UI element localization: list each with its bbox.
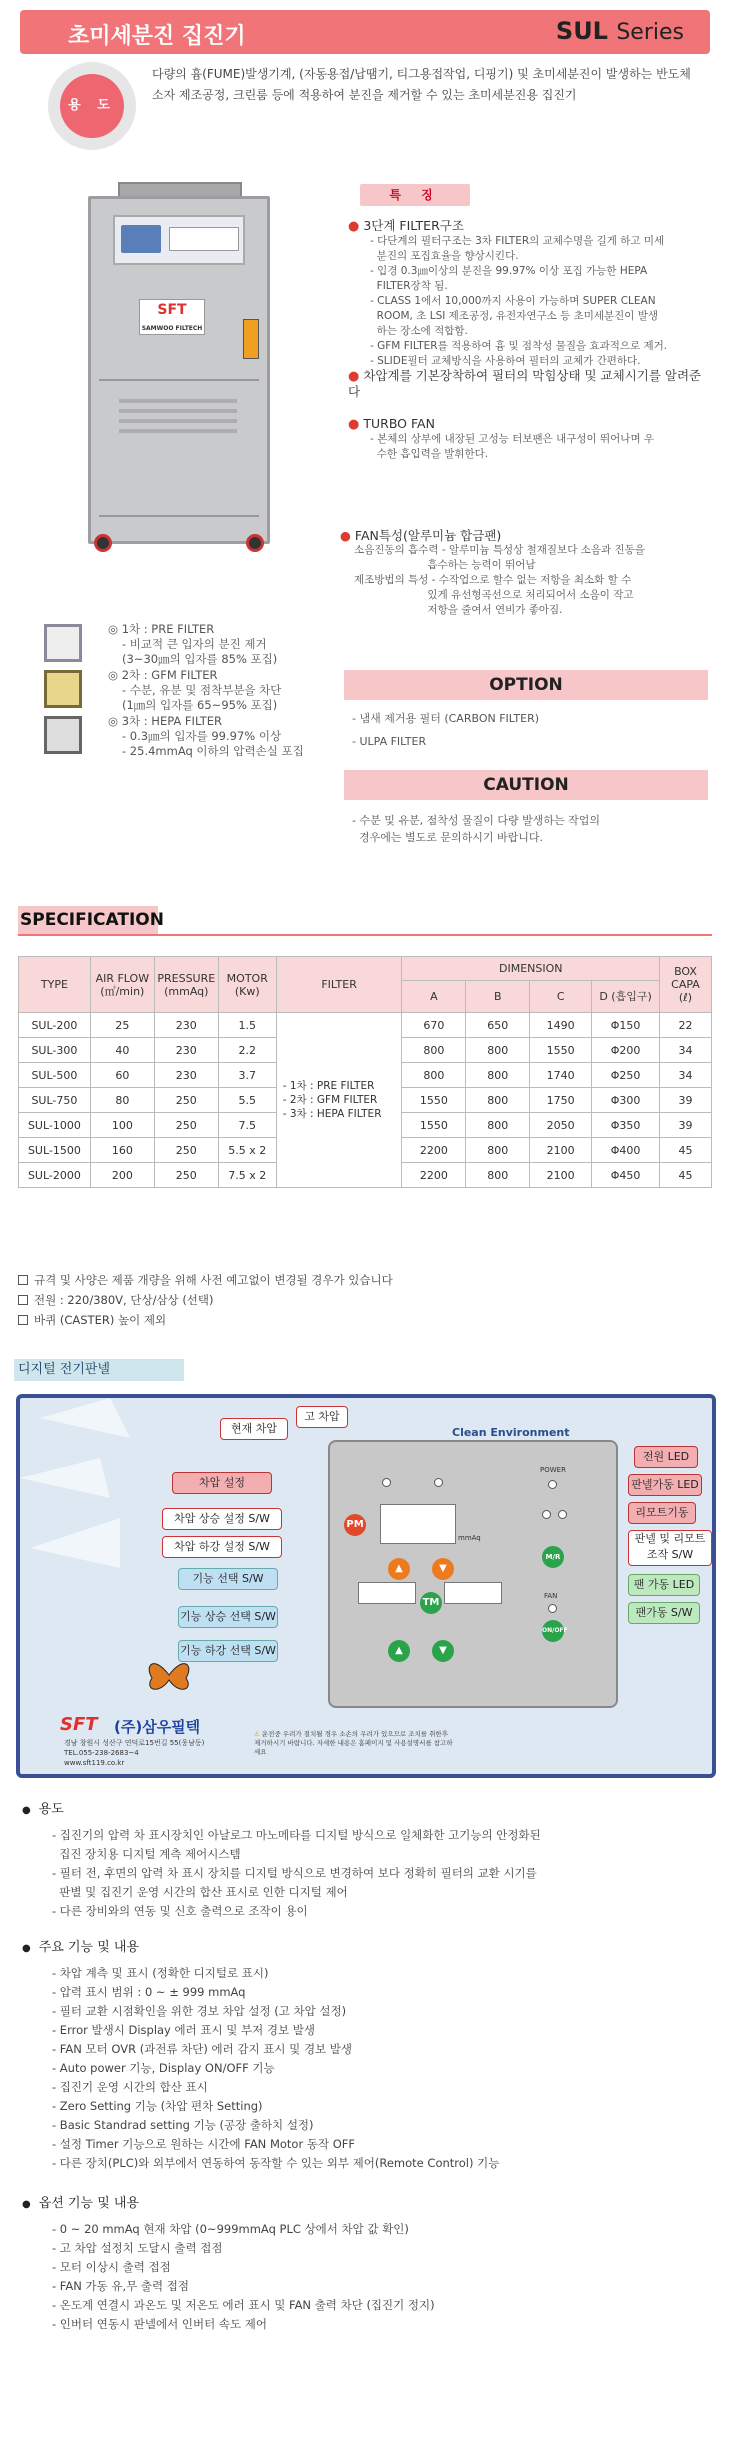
section-item: - 고 차압 설정치 도달시 출력 접점 <box>52 2241 223 2255</box>
bullet-icon: ● <box>22 1943 31 1954</box>
spec-cell: 45 <box>660 1163 712 1188</box>
high-pressure-led <box>434 1478 443 1487</box>
option-item: - 냄새 제거용 필터 (CARBON FILTER) <box>352 712 540 725</box>
address-line: www.sft119.co.kr <box>64 1759 125 1767</box>
spec-cell: 34 <box>660 1038 712 1063</box>
section-item: 집진 장치용 디지털 계측 제어시스템 <box>52 1847 241 1861</box>
filter-image <box>44 624 82 662</box>
th-airflow: AIR FLOW (㎥/min) <box>90 957 154 1013</box>
th-box: BOX CAPA (ℓ) <box>660 957 712 1013</box>
bullet-icon: ● <box>348 369 360 384</box>
company-logo: SFT <box>60 1714 98 1735</box>
option-list <box>352 710 712 756</box>
section-title: 옵션 기능 및 내용 <box>38 2196 140 2211</box>
section-item: - 인버터 연동시 판넬에서 인버터 속도 제어 <box>52 2317 267 2331</box>
feature-line: - 다단계의 필터구조는 3차 FILTER의 교체수명을 길게 하고 미세 <box>370 235 665 247</box>
section-item: - 집진기의 압력 차 표시장치인 아날로그 마노메타를 디지털 방식으로 일체화한 고기능의 안정화된 <box>52 1828 541 1842</box>
spec-cell: 39 <box>660 1088 712 1113</box>
spec-cell: 100 <box>90 1113 154 1138</box>
warning-body: 운전중 우려가 절치될 경우 소손의 우려가 있으므로 조치를 취한후 제거하시기 바랍니다. 자세한 내용은 홈페이지 및 사용설명서를 참고하세요 <box>254 1730 453 1756</box>
caution-line: 경우에는 별도로 문의하시기 바랍니다. <box>352 831 543 844</box>
bullet-icon: ● <box>348 219 360 234</box>
clean-env-label: Clean Environment <box>452 1426 570 1439</box>
fan-line: 제조방법의 특성 - 수작업으로 할수 없는 저항을 최소화 할 수 <box>354 574 632 586</box>
section-item: - 차압 계측 및 표시 (정확한 디지털로 표시) <box>52 1966 269 1980</box>
option-title: OPTION <box>344 670 708 700</box>
spec-cell: Φ200 <box>592 1038 660 1063</box>
fan-line: 소음진동의 흡수력 - 알루미늄 특성상 철재질보다 소음과 진동을 <box>354 544 645 556</box>
pv-led <box>382 1478 391 1487</box>
spec-cell: SUL-200 <box>19 1013 91 1038</box>
bullet-icon: ● <box>340 528 351 543</box>
spec-table <box>18 956 712 1188</box>
feature-line: FILTER장착 됨. <box>370 280 448 292</box>
usage-text: 다량의 흄(FUME)발생기계, (자동용접/납땜기, 티그용접작업, 디핑기) 및 초미세분진이 발생하는 반도체 소자 제조공정, 크린룸 등에 적용하여 분진을 제거할 수 있는 초미세분진용 집진기 <box>152 67 691 102</box>
spec-cell: SUL-300 <box>19 1038 91 1063</box>
section-item: - 압력 표시 범위 : 0 ~ ± 999 mmAq <box>52 1985 246 1999</box>
usage-badge-label: 용 도 <box>60 74 124 138</box>
filter-stage <box>44 622 344 668</box>
digital-panel-title: 디지털 전기판넬 <box>14 1359 184 1381</box>
filter-text <box>108 714 304 759</box>
spec-cell: 39 <box>660 1113 712 1138</box>
fan-line: 저항을 줄여서 연비가 좋아짐. <box>354 604 563 616</box>
panel-led <box>542 1510 551 1519</box>
checkbox-icon <box>18 1315 28 1325</box>
series-name: SUL <box>555 17 608 45</box>
section-title: 주요 기능 및 내용 <box>38 1940 140 1955</box>
spec-cell: 5.5 <box>218 1088 276 1113</box>
spec-cell: 3.7 <box>218 1063 276 1088</box>
spec-cell: 2100 <box>530 1163 592 1188</box>
caster-wheel <box>246 534 264 552</box>
feature-line: - CLASS 1에서 10,000까지 사용이 가능하며 SUPER CLEAN <box>370 295 656 307</box>
header-bar <box>20 10 710 54</box>
spec-cell: 2050 <box>530 1113 592 1138</box>
th-b: B <box>466 981 530 1013</box>
right-callout: 전원 LED <box>634 1446 698 1468</box>
checkbox-icon <box>18 1295 28 1305</box>
section-item: - Auto power 기능, Display ON/OFF 기능 <box>52 2061 275 2075</box>
section-item: - 다른 장비와의 연동 및 신호 출력으로 조작이 용이 <box>52 1904 308 1918</box>
spec-cell: 250 <box>154 1163 218 1188</box>
spec-cell: 800 <box>466 1138 530 1163</box>
spec-cell: SUL-750 <box>19 1088 91 1113</box>
controller-face <box>328 1440 618 1708</box>
th-c: C <box>530 981 592 1013</box>
th-filter: FILTER <box>276 957 402 1013</box>
th-type: TYPE <box>19 957 91 1013</box>
feature-heading-text: 차압계를 기본장착하여 필터의 막힘상태 및 교체시기를 알려준다 <box>348 368 702 399</box>
feature-line: 수한 흡입력을 발휘한다. <box>370 448 489 460</box>
feature-line: ROOM, 초 LSI 제조공정, 유전자연구소 등 초미세분진이 발생 <box>370 310 659 322</box>
up-button-1[interactable]: ▲ <box>388 1558 410 1580</box>
section-item: - 필터 전, 후면의 압력 차 표시 장치를 디지털 방식으로 변경하여 보다 정확히 필터의 교환 시기를 <box>52 1866 537 1880</box>
feature-heading <box>348 416 708 432</box>
pv-display <box>380 1504 456 1544</box>
spec-cell: Φ300 <box>592 1088 660 1113</box>
feature-line: - 본체의 상부에 내장된 고성능 터보팬은 내구성이 뛰어나며 우 <box>370 433 655 445</box>
spec-cell: SUL-500 <box>19 1063 91 1088</box>
left-callout: 차압 상승 설정 S/W <box>162 1508 282 1530</box>
fan-line: 흡수하는 능력이 뛰어남 <box>354 559 536 571</box>
left-callout: 기능 하강 선택 S/W <box>178 1640 278 1662</box>
spec-cell: 1550 <box>402 1113 466 1138</box>
feature-line: - 입경 0.3㎛이상의 분진을 99.97% 이상 포집 가능한 HEPA <box>370 265 648 277</box>
digital-panel-diagram <box>16 1394 716 1778</box>
spec-cell: 22 <box>660 1013 712 1038</box>
spec-cell: SUL-1500 <box>19 1138 91 1163</box>
section-item: - FAN 가동 유,무 출력 접점 <box>52 2279 189 2293</box>
section-title: 용도 <box>38 1802 64 1817</box>
spec-cell: 34 <box>660 1063 712 1088</box>
spec-cell: 1550 <box>402 1088 466 1113</box>
spec-cell: 1550 <box>530 1038 592 1063</box>
spec-note-text: 바퀴 (CASTER) 높이 제외 <box>34 1313 167 1327</box>
page-title: 초미세분진 집진기 <box>68 24 246 49</box>
spec-note-text: 전원 : 220/380V, 단상/삼상 (선택) <box>34 1293 214 1307</box>
spec-cell: 670 <box>402 1013 466 1038</box>
left-callout: 차압 하강 설정 S/W <box>162 1536 282 1558</box>
fan-label: FAN <box>544 1592 558 1600</box>
th-d: D (흡입구) <box>592 981 660 1013</box>
bullet-icon: ● <box>22 1805 31 1816</box>
right-callout: 팬가동 S/W <box>628 1602 700 1624</box>
usage-badge <box>48 62 136 150</box>
filter-image <box>44 670 82 708</box>
spec-cell: 40 <box>90 1038 154 1063</box>
spec-cell: 800 <box>466 1038 530 1063</box>
spec-cell: 250 <box>154 1138 218 1163</box>
filter-line: - 비교적 큰 입자의 분진 제거 <box>122 637 267 651</box>
spec-note <box>18 1270 393 1290</box>
feature-heading <box>348 218 708 234</box>
spec-cell: SUL-1000 <box>19 1113 91 1138</box>
feature-line: 하는 장소에 적합함. <box>370 325 468 337</box>
bullet-icon: ● <box>22 2199 31 2210</box>
section-heading <box>22 1800 722 1820</box>
th-motor: MOTOR (Kw) <box>218 957 276 1013</box>
section-item: - 다른 장치(PLC)와 외부에서 연동하여 동작할 수 있는 외부 제어(Remote Control) 기능 <box>52 2156 500 2170</box>
company-address <box>64 1738 204 1768</box>
filter-line: (1㎛의 입자를 65~95% 포집) <box>122 698 278 712</box>
spec-note-text: 규격 및 사양은 제품 개량을 위해 사전 예고없이 변경될 경우가 있습니다 <box>34 1273 393 1287</box>
section-item: - 0 ~ 20 mmAq 현재 차압 (0~999mmAq PLC 상에서 차압 값 확인) <box>52 2222 409 2236</box>
spec-divider <box>18 934 712 936</box>
spec-cell: 2100 <box>530 1138 592 1163</box>
filter-image <box>44 716 82 754</box>
section-item: - 모터 이상시 출력 접점 <box>52 2260 171 2274</box>
section-item: - Zero Setting 기능 (차압 편차 Setting) <box>52 2099 263 2113</box>
filter-stage <box>44 714 344 760</box>
option-item: - ULPA FILTER <box>352 735 427 748</box>
spec-cell: 1490 <box>530 1013 592 1038</box>
spec-cell: 1.5 <box>218 1013 276 1038</box>
spec-cell: 800 <box>466 1113 530 1138</box>
filter-line: (3~30㎛의 입자를 85% 포집) <box>122 652 278 666</box>
filter-line: - 수분, 유분 및 점착부분을 차단 <box>122 683 282 697</box>
section-item: - Error 발생시 Display 에러 표시 및 부저 경보 발생 <box>52 2023 315 2037</box>
dust-collector-image <box>88 196 270 544</box>
left-callout: 기능 상승 선택 S/W <box>178 1606 278 1628</box>
feature-block <box>348 364 708 399</box>
series-suffix: Series <box>616 20 684 45</box>
section-item: - FAN 모터 OVR (과전류 차단) 에러 감지 표시 및 경보 발생 <box>52 2042 353 2056</box>
feature-line: - GFM FILTER를 적용하여 흄 및 점착성 물질을 효과적으로 제거. <box>370 340 668 352</box>
fan-line: 있게 유선형곡선으로 처리되어서 소음이 작고 <box>354 589 634 601</box>
section-block <box>22 1938 722 2173</box>
filter-name: ◎ 1차 : PRE FILTER <box>108 622 215 636</box>
section-item: - 설정 Timer 기능으로 원하는 시간에 FAN Motor 동작 OFF <box>52 2137 355 2151</box>
features-title: 특 징 <box>360 184 470 206</box>
machine-logo <box>139 299 205 335</box>
spec-cell: 160 <box>90 1138 154 1163</box>
spec-notes <box>18 1270 393 1330</box>
table-row <box>19 1013 712 1038</box>
spec-cell: 2200 <box>402 1163 466 1188</box>
spec-cell: 800 <box>466 1088 530 1113</box>
fan-characteristics <box>340 528 710 618</box>
mr-button[interactable]: M/R <box>542 1546 564 1568</box>
checkbox-icon <box>18 1275 28 1285</box>
spec-cell: 7.5 <box>218 1113 276 1138</box>
machine-panel <box>113 215 245 265</box>
spec-cell: Φ400 <box>592 1138 660 1163</box>
left-callout: 차압 설정 <box>172 1472 272 1494</box>
filter-name: ◎ 3차 : HEPA FILTER <box>108 714 223 728</box>
caution-line: - 수분 및 유분, 점착성 물질이 다량 발생하는 작업의 <box>352 814 600 827</box>
company-name: (주)삼우필텍 <box>114 1718 201 1736</box>
spec-note <box>18 1290 393 1310</box>
spec-cell: 1750 <box>530 1088 592 1113</box>
top-callout: 고 차압 <box>296 1406 348 1428</box>
spec-cell: 230 <box>154 1063 218 1088</box>
section-heading <box>22 1938 722 1958</box>
series-label <box>556 17 684 45</box>
fan-heading-text: FAN특성(알루미늄 합금팬) <box>354 528 502 543</box>
th-pressure: PRESSURE (mmAq) <box>154 957 218 1013</box>
pm-button[interactable]: PM <box>344 1514 366 1536</box>
spec-cell: 800 <box>402 1063 466 1088</box>
tm-button[interactable]: TM <box>420 1592 442 1614</box>
spec-cell: 45 <box>660 1138 712 1163</box>
caster-wheel <box>94 534 112 552</box>
spec-cell: 25 <box>90 1013 154 1038</box>
feature-block <box>348 214 708 369</box>
spec-cell: 5.5 x 2 <box>218 1138 276 1163</box>
machine-model: SAMWOO FILTECH <box>141 325 203 332</box>
spec-cell: 230 <box>154 1013 218 1038</box>
spec-table-wrap <box>18 956 712 1188</box>
address-line: TEL.055-238-2683~4 <box>64 1749 139 1757</box>
machine-brand: SFT <box>157 302 187 318</box>
spec-note <box>18 1310 393 1330</box>
spec-cell: Φ450 <box>592 1163 660 1188</box>
right-callout: 팬 가동 LED <box>628 1574 700 1596</box>
unit-label: mmAq <box>458 1534 481 1542</box>
fan-heading <box>340 528 710 543</box>
address-line: 경남 창원시 성산구 연덕로15번길 55(웅남동) <box>64 1739 205 1747</box>
spec-cell: Φ250 <box>592 1063 660 1088</box>
down-button-1[interactable]: ▼ <box>432 1558 454 1580</box>
feature-line: 분진의 포집효율을 향상시킨다. <box>370 250 519 262</box>
filter-text <box>108 622 277 667</box>
left-callout: 기능 선택 S/W <box>178 1568 278 1590</box>
section-item: - 집진기 운영 시간의 합산 표시 <box>52 2080 208 2094</box>
spec-cell: 80 <box>90 1088 154 1113</box>
section-item: 판별 및 집진기 운영 시간의 합산 표시로 인한 디지털 제어 <box>52 1885 348 1899</box>
right-callout: 리모트기동 <box>628 1502 696 1524</box>
top-callout: 현재 차압 <box>220 1418 288 1440</box>
section-heading <box>22 2194 722 2214</box>
feature-line: - SLIDE필터 교체방식을 사용하여 필터의 교체가 간편하다. <box>370 355 641 367</box>
remote-led <box>558 1510 567 1519</box>
filter-text <box>108 668 281 713</box>
fan-led <box>548 1604 557 1613</box>
warning-text: ⚠ 운전중 우려가 절치될 경우 소손의 우려가 있으므로 조치를 취한후 제거하시기 바랍니다. 자세한 내용은 홈페이지 및 사용설명서를 참고하세요 <box>254 1730 453 1756</box>
th-a: A <box>402 981 466 1013</box>
fan-onoff-button[interactable]: ON/OFF <box>542 1620 564 1642</box>
section-item: - 온도계 연결시 과온도 및 저온도 에러 표시 및 FAN 출력 차단 (집진기 정지) <box>52 2298 435 2312</box>
spec-cell: 230 <box>154 1038 218 1063</box>
filter-line: - 0.3㎛의 입자를 99.97% 이상 <box>122 729 282 743</box>
spec-cell: SUL-2000 <box>19 1163 91 1188</box>
spec-cell: 650 <box>466 1013 530 1038</box>
caution-text <box>352 812 712 846</box>
th-dimension: DIMENSION <box>402 957 660 981</box>
spec-cell: 60 <box>90 1063 154 1088</box>
spec-cell: Φ350 <box>592 1113 660 1138</box>
section-item: - 필터 교환 시점확인을 위한 경보 차압 설정 (고 차압 설정) <box>52 2004 347 2018</box>
spec-cell: 250 <box>154 1113 218 1138</box>
caution-title: CAUTION <box>344 770 708 800</box>
timer-display <box>444 1582 502 1604</box>
power-led <box>548 1480 557 1489</box>
spec-cell: 2200 <box>402 1138 466 1163</box>
spec-title: SPECIFICATION <box>18 906 158 934</box>
spec-cell: 800 <box>466 1163 530 1188</box>
up-button-2[interactable]: ▲ <box>388 1640 410 1662</box>
spec-cell: 200 <box>90 1163 154 1188</box>
filter-name: ◎ 2차 : GFM FILTER <box>108 668 218 682</box>
butterfly-icon <box>144 1650 194 1700</box>
feature-block <box>348 412 708 462</box>
right-callout: 판넬가동 LED <box>628 1474 702 1496</box>
section-block <box>22 2194 722 2334</box>
feature-heading <box>348 368 708 399</box>
spec-cell: 250 <box>154 1088 218 1113</box>
spec-cell: Φ150 <box>592 1013 660 1038</box>
spec-cell: 2.2 <box>218 1038 276 1063</box>
spec-cell: 7.5 x 2 <box>218 1163 276 1188</box>
filter-cell: - 1차 : PRE FILTER - 2차 : GFM FILTER - 3차 : HEPA FILTER <box>276 1013 402 1188</box>
section-block <box>22 1800 722 1921</box>
sv-display <box>358 1582 416 1604</box>
down-button-2[interactable]: ▼ <box>432 1640 454 1662</box>
power-label: POWER <box>540 1466 566 1474</box>
feature-heading-text: 3단계 FILTER구조 <box>363 218 464 233</box>
feature-heading-text: TURBO FAN <box>363 416 435 431</box>
bullet-icon: ● <box>348 417 360 432</box>
spec-cell: 1740 <box>530 1063 592 1088</box>
spec-cell: 800 <box>466 1063 530 1088</box>
right-callout: 판넬 및 리모트 조작 S/W <box>628 1530 712 1566</box>
spec-cell: 800 <box>402 1038 466 1063</box>
section-item: - Basic Standrad setting 기능 (공장 출하치 설정) <box>52 2118 314 2132</box>
filter-stage <box>44 668 344 714</box>
filter-line: - 25.4mmAq 이하의 압력손실 포집 <box>122 744 304 758</box>
